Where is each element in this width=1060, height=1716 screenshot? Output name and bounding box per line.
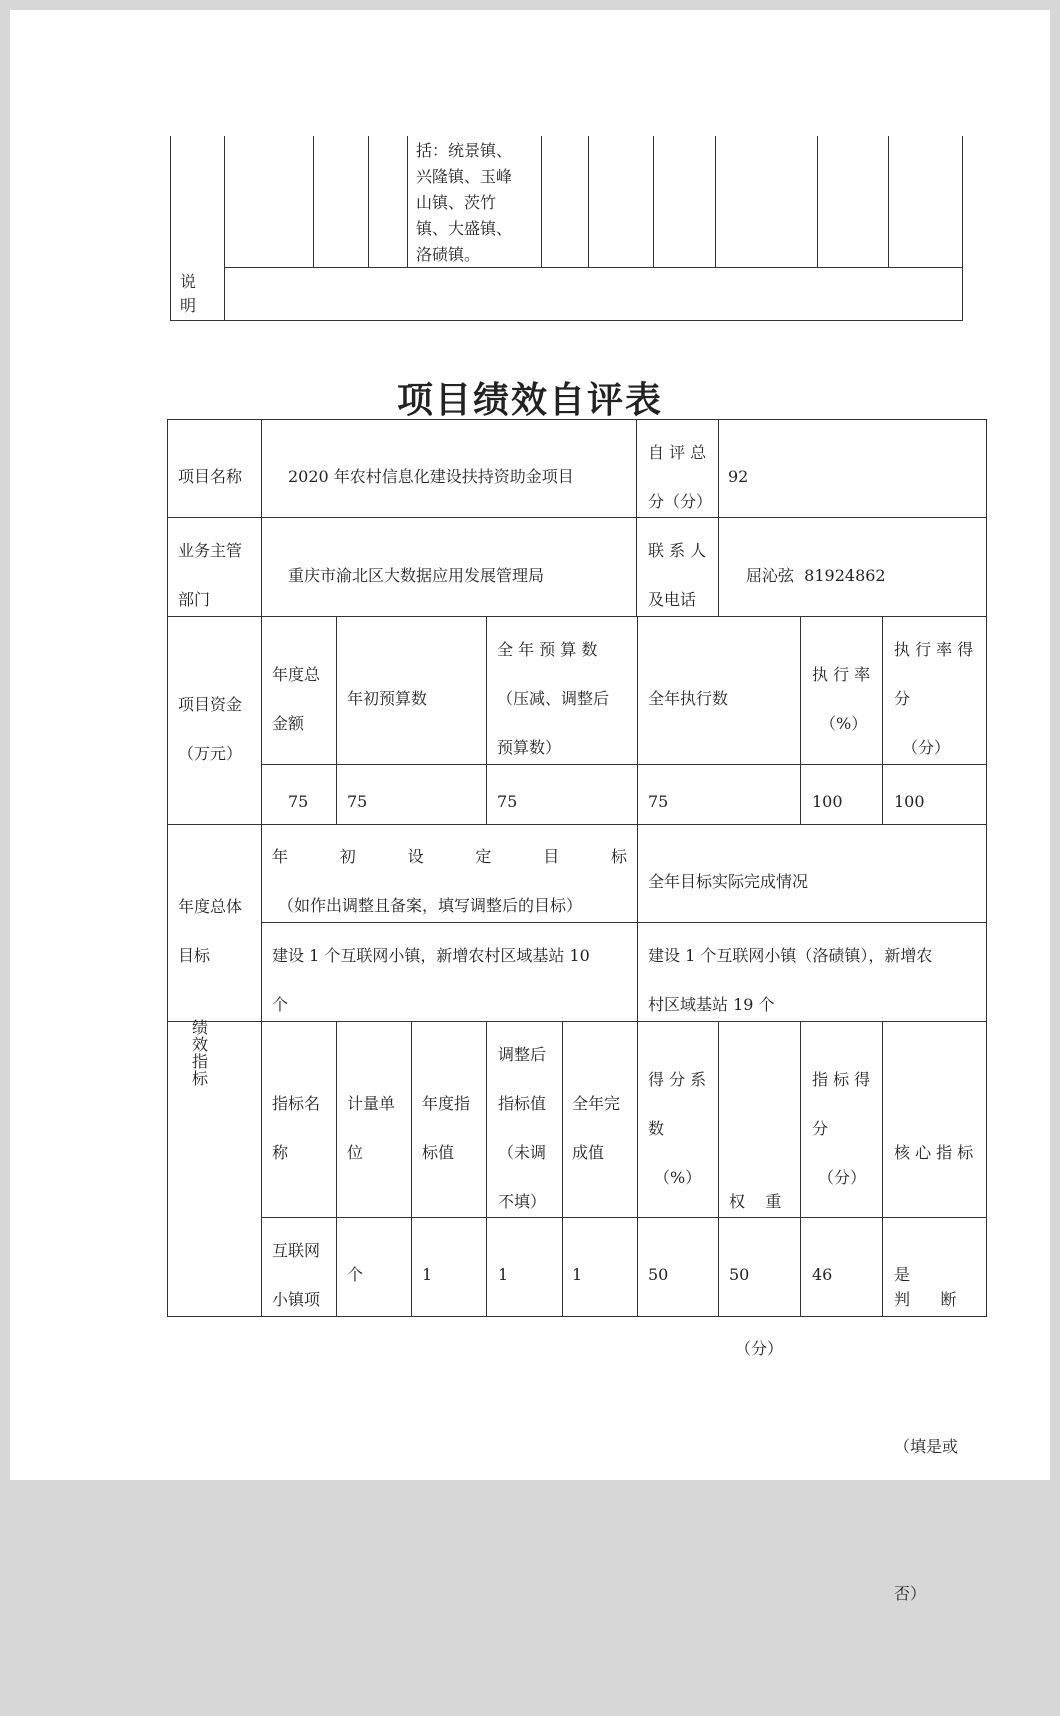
indicator-core-header: 核 心 指 标 判 断 （填是或 否） xyxy=(894,1143,974,1603)
page-title: 项目绩效自评表 xyxy=(396,379,663,421)
funds-rate-score-value: 100 xyxy=(894,792,925,811)
project-name-value: 2020 年农村信息化建设扶持资助金项目 xyxy=(288,467,574,486)
indicator-unit-value: 个 xyxy=(347,1265,364,1284)
funds-initial-header: 年初预算数 xyxy=(347,689,428,708)
continued-text: 括：统景镇、 兴隆镇、玉峰 山镇、茨竹 镇、大盛镇、 洛碛镇。 xyxy=(416,141,513,264)
department-value: 重庆市渝北区大数据应用发展管理局 xyxy=(288,566,545,585)
indicator-coef-value: 50 xyxy=(648,1265,669,1284)
indicator-annual-value: 1 xyxy=(422,1265,433,1284)
indicator-adjusted-value: 1 xyxy=(498,1265,509,1284)
funds-executed-value: 75 xyxy=(648,792,669,811)
funds-rate-score-header: 执 行 率 得 分 （分） xyxy=(894,640,974,757)
funds-initial-value: 75 xyxy=(347,792,368,811)
funds-total-header: 年度总 金额 xyxy=(272,665,321,733)
department-label: 业务主管 部门 xyxy=(178,541,243,609)
goals-set-header-note: （如作出调整且备案，填写调整后的目标） xyxy=(278,896,583,915)
goals-label: 年度总体 目标 xyxy=(178,897,243,965)
funds-full-year-value: 75 xyxy=(497,792,518,811)
indicator-weight-header: 权 重 （分） xyxy=(729,1192,784,1358)
indicator-name-header: 指标名 称 xyxy=(272,1094,321,1162)
indicator-completed-header: 全年完 成值 xyxy=(572,1094,621,1162)
indicator-score-header: 指 标 得 分 （分） xyxy=(812,1070,871,1187)
goals-actual-header: 全年目标实际完成情况 xyxy=(648,872,809,891)
indicator-weight-value: 50 xyxy=(729,1265,750,1284)
indicator-score-value: 46 xyxy=(812,1265,833,1284)
note-label: 说 明 xyxy=(180,272,197,315)
contact-label: 联 系 人 及电话 xyxy=(648,541,707,609)
goals-actual-value: 建设 1 个互联网小镇（洛碛镇），新增农 村区域基站 19 个 xyxy=(648,946,933,1014)
funds-rate-value: 100 xyxy=(812,792,843,811)
indicator-completed-value: 1 xyxy=(572,1265,583,1284)
funds-rate-header: 执 行 率 （%） xyxy=(812,665,871,733)
indicator-core-value: 是 xyxy=(894,1265,911,1284)
funds-full-year-header: 全 年 预 算 数 （压减、调整后 预算数） xyxy=(497,640,610,757)
goals-set-value: 建设 1 个互联网小镇，新增农村区域基站 10 个 xyxy=(272,946,590,1014)
funds-executed-header: 全年执行数 xyxy=(648,689,729,708)
indicator-coef-header: 得 分 系 数 （%） xyxy=(648,1070,707,1187)
document-page xyxy=(10,10,1050,1603)
goals-set-header: 年 初 设 定 目 标 xyxy=(272,847,627,866)
self-score-value: 92 xyxy=(728,467,749,486)
indicator-name-value: 互联网 小镇项 xyxy=(272,1241,321,1309)
indicator-unit-header: 计量单 位 xyxy=(347,1094,396,1162)
project-name-label: 项目名称 xyxy=(178,467,243,486)
contact-value: 屈沁弦 81924862 xyxy=(746,566,886,585)
indicator-adjusted-header: 调整后 指标值 （未调 不填） xyxy=(498,1045,547,1211)
self-score-label: 自 评 总 分（分） xyxy=(648,443,713,511)
indicator-annual-header: 年度指 标值 xyxy=(422,1094,471,1162)
funds-label: 项目资金 （万元） xyxy=(178,695,243,763)
indicators-label: 绩 效 指 标 xyxy=(192,1018,209,1088)
funds-total-value: 75 xyxy=(288,792,309,811)
